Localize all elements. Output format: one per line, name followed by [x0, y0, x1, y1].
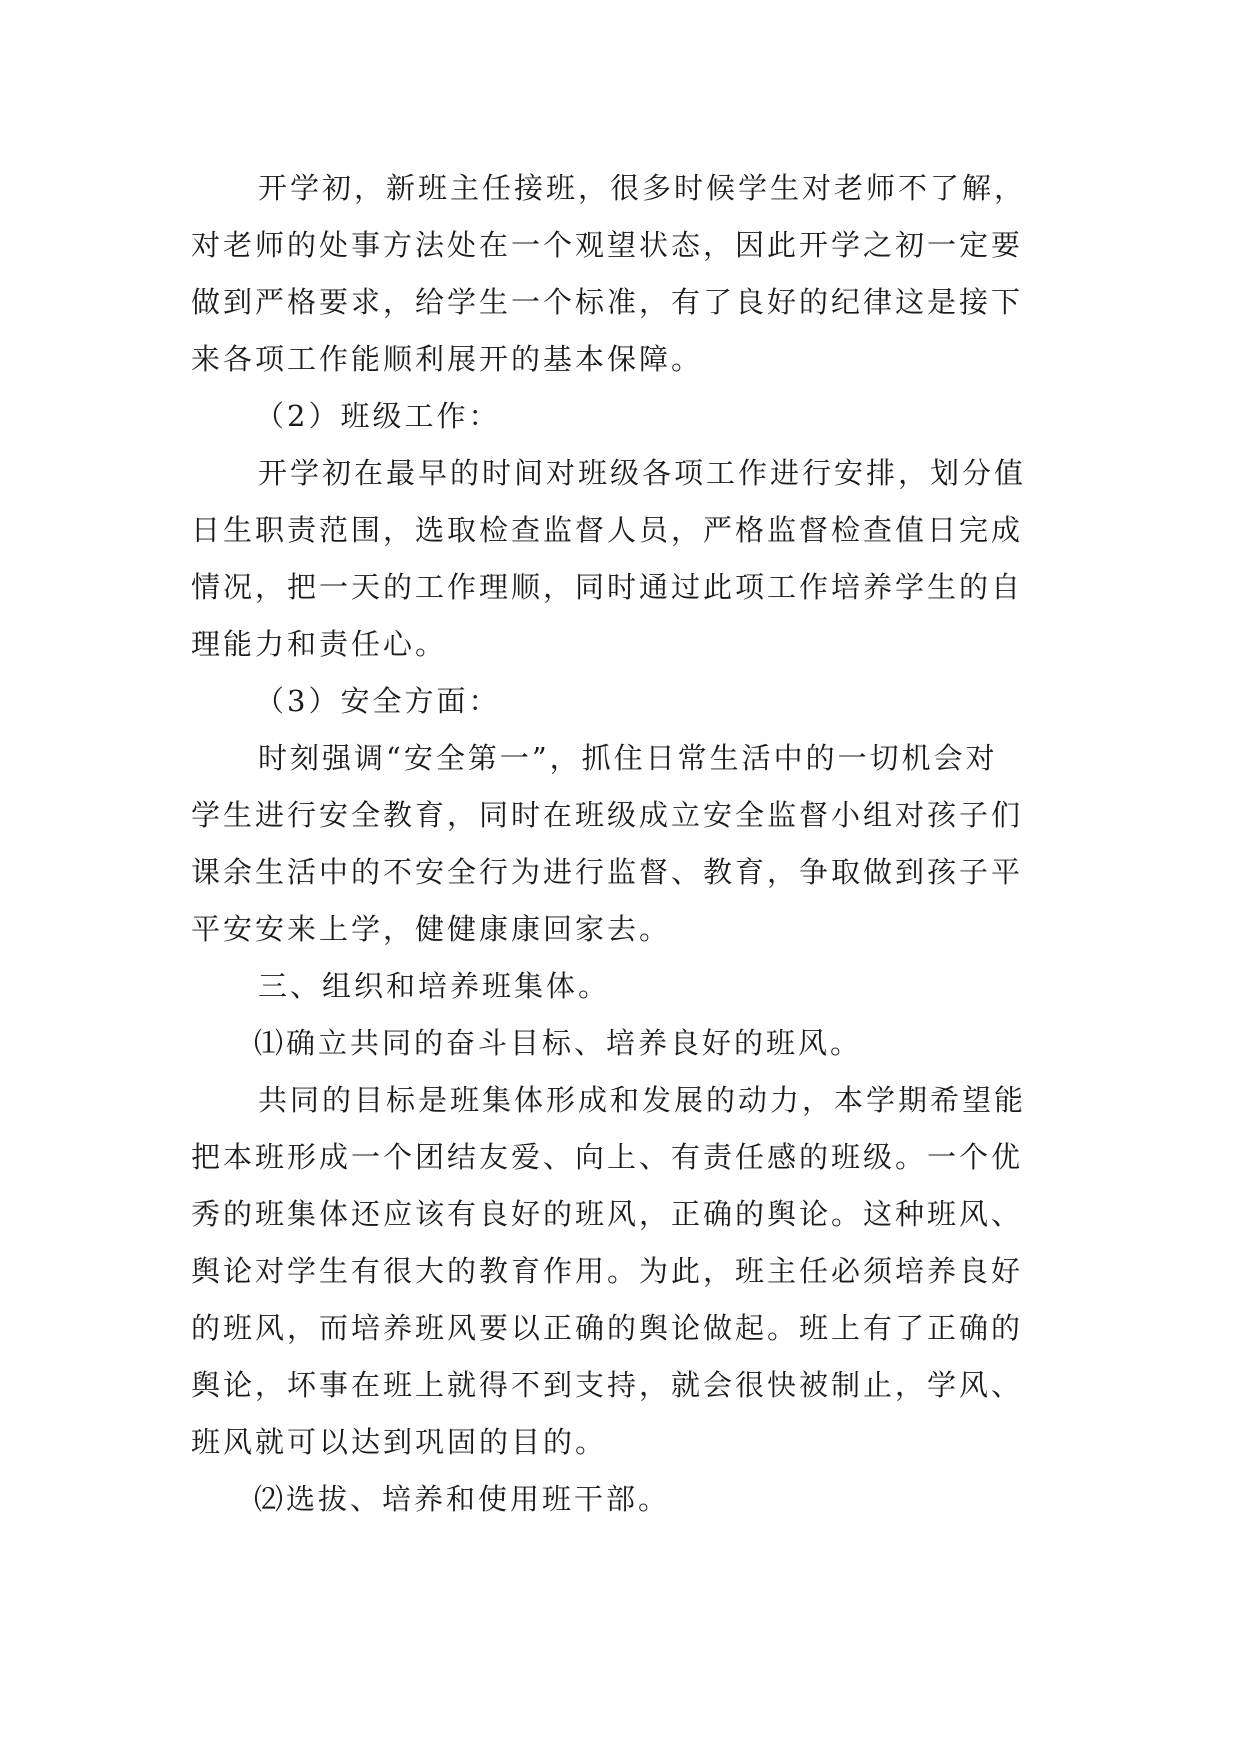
- text-line: 时刻强调“安全第一”，抓住日常生活中的一切机会对: [258, 741, 998, 775]
- text-line: 共同的目标是班集体形成和发展的动力，本学期希望能: [258, 1083, 1027, 1117]
- section-subheading: （2）班级工作：: [255, 399, 501, 433]
- section-subheading: ⑵选拔、培养和使用班干部。: [254, 1482, 671, 1516]
- text-line: 舆论对学生有很大的教育作用。为此，班主任必须培养良好: [191, 1254, 1024, 1288]
- text-line: 对老师的处事方法处在一个观望状态，因此开学之初一定要: [191, 228, 1024, 262]
- text-line: 舆论，坏事在班上就得不到支持，就会很快被制止，学风、: [191, 1368, 1024, 1402]
- section-subheading: ⑴确立共同的奋斗目标、培养良好的班风。: [254, 1026, 863, 1060]
- text-line: 理能力和责任心。: [191, 627, 448, 661]
- text-line: 班风就可以达到巩固的目的。: [191, 1425, 608, 1459]
- text-line: 平安安来上学，健健康康回家去。: [191, 912, 672, 946]
- text-line: 情况，把一天的工作理顺，同时通过此项工作培养学生的自: [191, 570, 1024, 604]
- text-line: 的班风，而培养班风要以正确的舆论做起。班上有了正确的: [191, 1311, 1024, 1345]
- text-line: 开学初，新班主任接班，很多时候学生对老师不了解，: [258, 171, 1027, 205]
- text-line: 开学初在最早的时间对班级各项工作进行安排，划分值: [258, 456, 1027, 490]
- text-line: 秀的班集体还应该有良好的班风，正确的舆论。这种班风、: [191, 1197, 1024, 1231]
- text-line: 把本班形成一个团结友爱、向上、有责任感的班级。一个优: [191, 1140, 1024, 1174]
- text-line: 来各项工作能顺利展开的基本保障。: [191, 342, 704, 376]
- text-line: 日生职责范围，选取检查监督人员，严格监督检查值日完成: [191, 513, 1024, 547]
- text-line: 课余生活中的不安全行为进行监督、教育，争取做到孩子平: [191, 855, 1024, 889]
- section-heading: 三、组织和培养班集体。: [258, 969, 611, 1003]
- text-line: 学生进行安全教育，同时在班级成立安全监督小组对孩子们: [191, 798, 1024, 832]
- text-line: 做到严格要求，给学生一个标准，有了良好的纪律这是接下: [191, 285, 1024, 319]
- section-subheading: （3）安全方面：: [255, 684, 501, 718]
